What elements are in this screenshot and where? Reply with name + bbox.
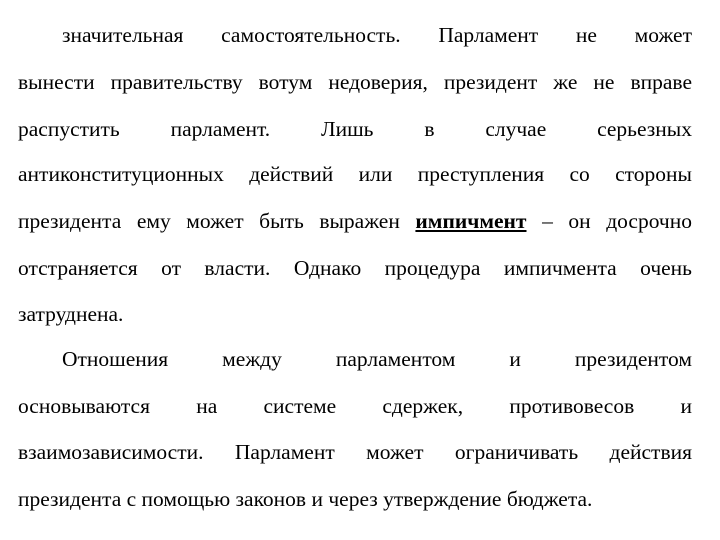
text-line: распустить парламент. Лишь в случае серьезных <box>18 117 692 141</box>
text-segment: – он досрочно <box>526 209 692 233</box>
text-line: вынести правительству вотум недоверия, президент же не вправе <box>18 70 692 94</box>
text-line: Отношения между парламентом и президентом <box>62 347 692 371</box>
impeachment-term: импичмент <box>415 209 527 233</box>
text-segment: президента ему может быть выражен <box>18 209 416 233</box>
text-line: значительная самостоятельность. Парламент не может <box>62 23 692 47</box>
text-line: президента с помощью законов и через утверждение бюджета. <box>18 487 593 511</box>
text-line: взаимозависимости. Парламент может ограничивать действия <box>18 440 692 464</box>
text-line: основываются на системе сдержек, противовесов и <box>18 394 692 418</box>
text-line: затруднена. <box>18 302 124 326</box>
text-line-with-term <box>18 208 692 234</box>
text-line: отстраняется от власти. Однако процедура импичмента очень <box>18 256 692 280</box>
text-line: антиконституционных действий или преступления со стороны <box>18 162 692 186</box>
